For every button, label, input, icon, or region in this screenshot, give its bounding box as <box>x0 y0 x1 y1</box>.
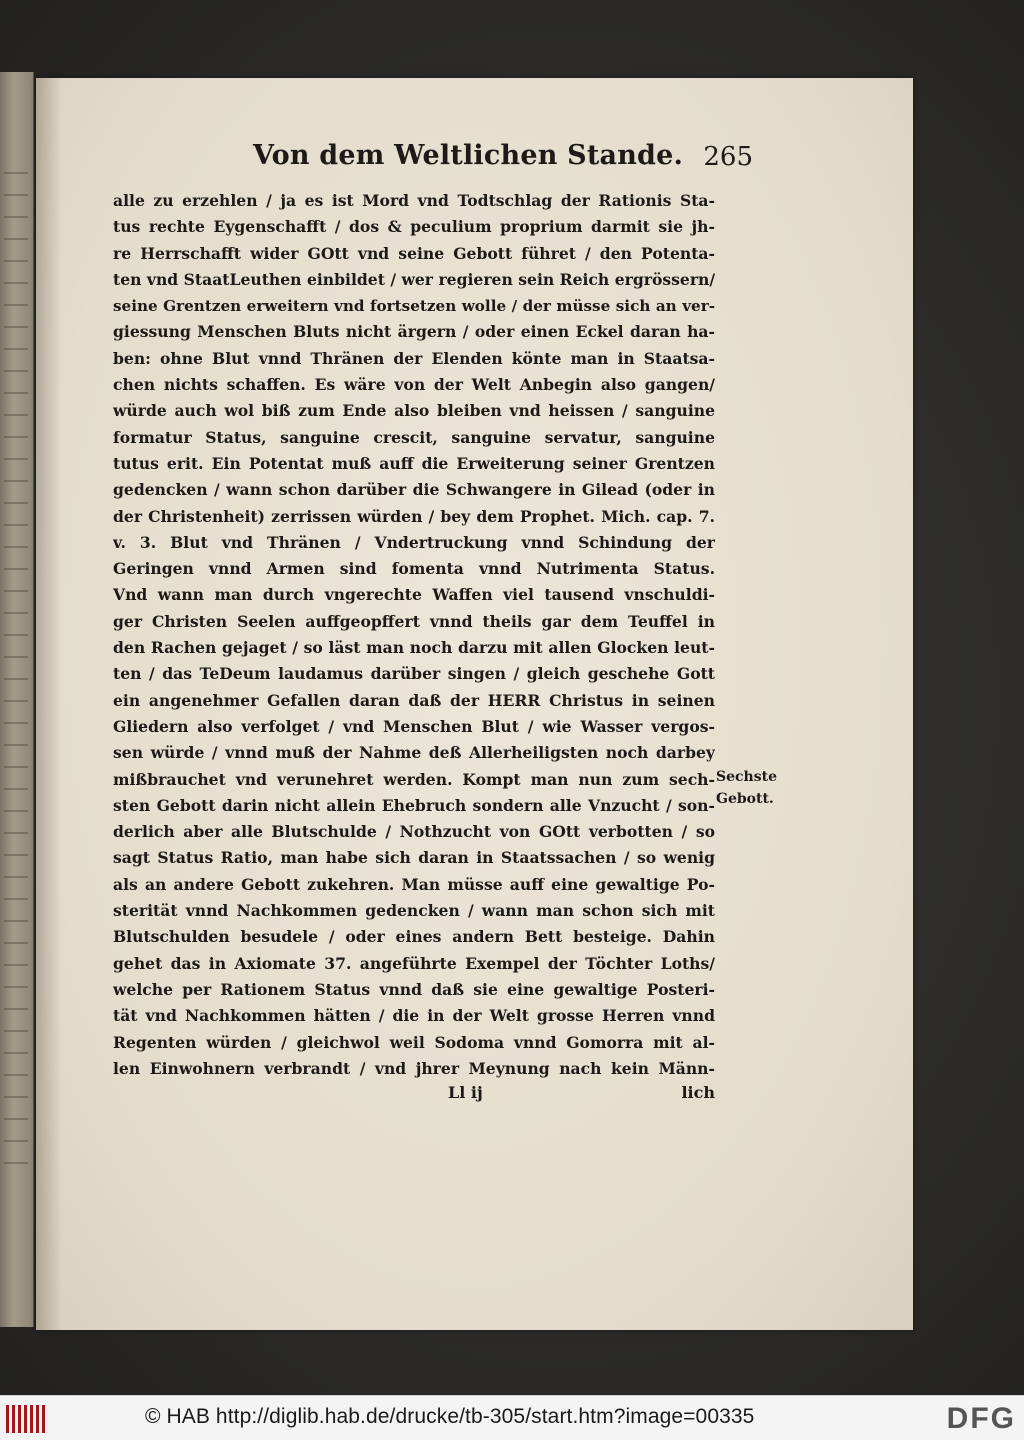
text-line: giessung Menschen Bluts nicht ärgern / oder einen Eckel daran ha- <box>113 322 715 342</box>
dfg-logo: DFG <box>946 1402 1016 1435</box>
text-line: gehet das in Axiomate 37. angeführte Exempel der Töchter Loths/ <box>113 953 715 973</box>
text-line: sterität vnnd Nachkommen gedencken / wann man schon sich mit <box>113 901 715 921</box>
gutter-shadow <box>36 78 62 1330</box>
footer-bar <box>0 1395 1024 1440</box>
text-line: v. 3. Blut vnd Thränen / Vndertruckung vnnd Schindung der <box>113 532 715 552</box>
signature-mark: Ll ij <box>448 1083 483 1102</box>
text-line: den Rachen gejaget / so läst man noch darzu mit allen Glocken leut- <box>113 638 715 658</box>
text-line: alle zu erzehlen / ja es ist Mord vnd Todtschlag der Rationis Sta- <box>113 191 715 210</box>
text-line: ten vnd StaatLeuthen einbildet / wer regieren sein Reich ergrössern/ <box>113 269 715 289</box>
text-line: würde auch wol biß zum Ende also bleiben vnd heissen / sanguine <box>113 401 715 421</box>
text-line: ten / das TeDeum laudamus darüber singen / gleich geschehe Gott <box>113 664 715 684</box>
text-line: formatur Status, sanguine crescit, sanguine servatur, sanguine <box>113 427 715 447</box>
text-line: der Christenheit) zerrissen würden / bey dem Prophet. Mich. cap. 7. <box>113 506 715 526</box>
text-line: len Einwohnern verbrandt / vnd jhrer Meynung nach kein Männ- <box>113 1058 715 1078</box>
text-line: mißbrauchet vnd verunehret werden. Kompt man nun zum sech- <box>113 769 715 789</box>
text-line: Regenten würden / gleichwol weil Sodoma vnnd Gomorra mit al- <box>113 1032 715 1052</box>
running-head: Von dem Weltlichen Stande. <box>253 140 684 171</box>
page-foot <box>113 1083 715 1113</box>
text-line: ger Christen Seelen auffgeopffert vnnd theils gar dem Teuffel in <box>113 611 715 631</box>
marginal-note-line: Gebott. <box>716 791 774 807</box>
text-line: sen würde / vnnd muß der Nahme deß Allerheiligsten noch darbey <box>113 743 715 763</box>
text-line: Vnd wann man durch vngerechte Waffen viel tausend vnschuldi- <box>113 585 715 605</box>
copyright-link[interactable]: © HAB http://diglib.hab.de/drucke/tb-305/start.htm?image=00335 <box>145 1405 755 1428</box>
text-line: ben: ohne Blut vnnd Thränen der Elenden könte man in Staatsa- <box>113 348 715 368</box>
text-line: derlich aber alle Blutschulde / Nothzucht von GOtt verbotten / so <box>113 822 715 842</box>
text-line: Gliedern also verfolget / vnd Menschen Blut / wie Wasser vergos- <box>113 716 715 736</box>
text-line: Blutschulden besudele / oder eines andern Bett besteige. Dahin <box>113 927 715 947</box>
text-line: sagt Status Ratio, man habe sich daran in Staatssachen / so wenig <box>113 848 715 868</box>
text-line: chen nichts schaffen. Es wäre von der Welt Anbegin also gangen/ <box>113 375 715 395</box>
text-line: seine Grentzen erweitern vnd fortsetzen wolle / der müsse sich an ver- <box>113 297 715 316</box>
previous-page-edge <box>0 72 34 1327</box>
text-line: tus rechte Eygenschafft / dos & peculium proprium darmit sie jh- <box>113 217 715 237</box>
text-line: Geringen vnnd Armen sind fomenta vnnd Nutrimenta Status. <box>113 559 715 579</box>
marginal-note <box>716 766 786 810</box>
text-line: als an andere Gebott zukehren. Man müsse auff eine gewaltige Po- <box>113 874 715 894</box>
text-line: sten Gebott darin nicht allein Ehebruch sondern alle Vnzucht / son- <box>113 795 715 815</box>
catchword: lich <box>681 1083 715 1102</box>
hab-logo-icon <box>6 1405 46 1433</box>
page-header <box>253 140 753 186</box>
text-line: gedencken / wann schon darüber die Schwangere in Gilead (oder in <box>113 480 715 500</box>
text-line: tutus erit. Ein Potentat muß auff die Erweiterung seiner Grentzen <box>113 453 715 473</box>
marginal-note-line: Sechste <box>716 769 777 785</box>
page-number: 265 <box>703 142 753 172</box>
book-page <box>36 78 913 1330</box>
text-line: tät vnd Nachkommen hätten / die in der Welt grosse Herren vnnd <box>113 1006 715 1026</box>
body-text <box>113 188 715 1082</box>
text-line: ein angenehmer Gefallen daran daß der HERR Christus in seinen <box>113 690 715 710</box>
text-line: welche per Rationem Status vnnd daß sie eine gewaltige Posteri- <box>113 979 715 999</box>
text-line: re Herrschafft wider GOtt vnd seine Gebott führet / den Potenta- <box>113 243 715 263</box>
